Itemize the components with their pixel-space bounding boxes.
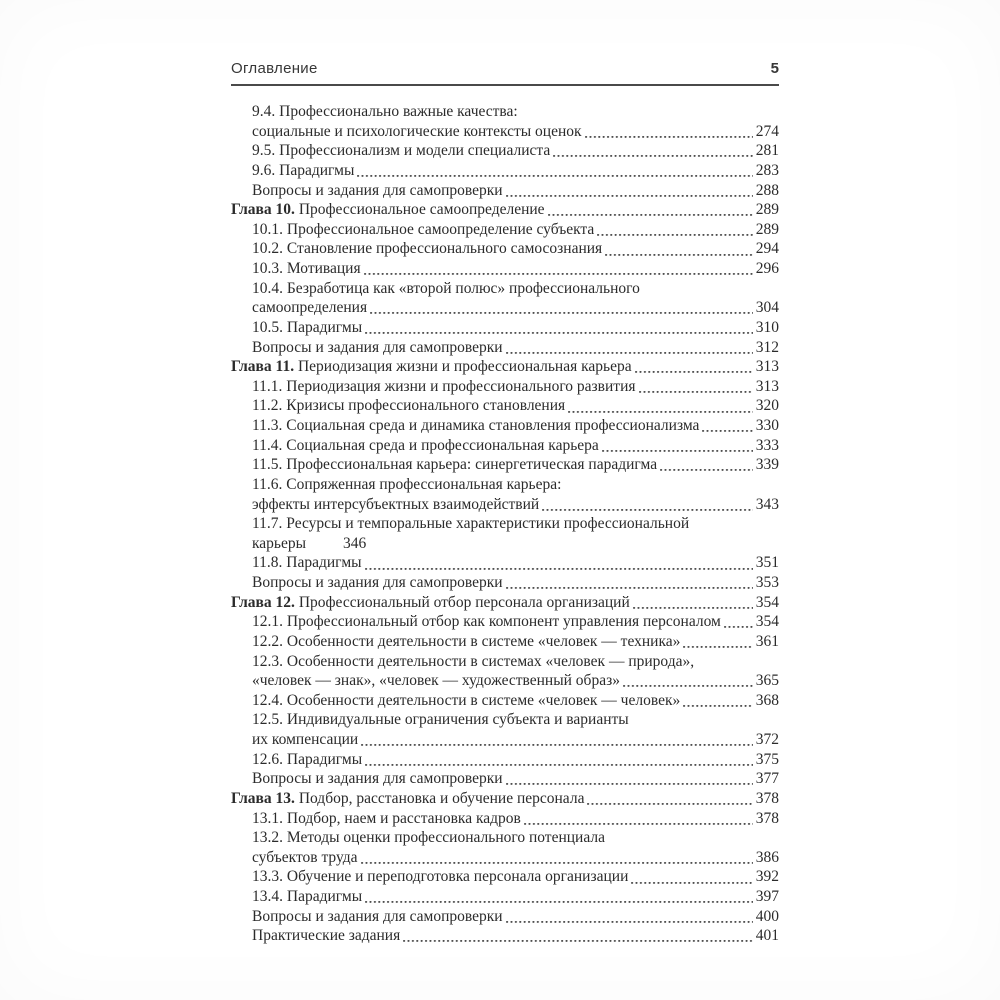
toc-dot-leader — [702, 416, 752, 436]
toc-page-number: 346 — [343, 534, 367, 552]
toc-dot-leader — [597, 220, 752, 240]
toc-entry-text: карьеры — [252, 534, 307, 552]
toc-row — [231, 475, 779, 495]
toc-page-number: 354 — [755, 613, 779, 631]
toc-dot-leader — [635, 357, 753, 377]
toc-entry-text: Вопросы и задания для самопроверки — [252, 574, 503, 591]
toc-entry-text: 11.7. Ресурсы и темпоральные характеристики профессиональной — [252, 515, 690, 533]
toc-dot-leader — [506, 907, 753, 927]
toc-row — [231, 338, 779, 358]
toc-row — [231, 730, 779, 750]
toc-chapter-label: Глава 11. — [231, 358, 295, 376]
toc-entry-text: 13.3. Обучение и переподготовка персонала организации — [252, 868, 629, 886]
toc-row — [231, 887, 779, 907]
toc-page-number: 274 — [755, 122, 779, 140]
toc-page-number: 375 — [755, 750, 779, 768]
toc-row — [231, 632, 779, 652]
toc-page-number: 283 — [755, 161, 779, 179]
toc-chapter-row — [231, 593, 779, 613]
toc-dot-leader — [568, 396, 753, 416]
toc-chapter-label: Глава 12. — [231, 593, 295, 611]
toc-page-number: 351 — [755, 554, 779, 572]
toc-row — [231, 710, 779, 730]
toc-entry-text: 11.2. Кризисы профессионального становления — [252, 397, 566, 415]
toc-dot-leader — [365, 553, 753, 573]
toc-entry-text: 13.4. Парадигмы — [252, 888, 363, 905]
toc-page-number: 330 — [755, 417, 779, 434]
toc-dot-leader — [365, 887, 753, 907]
toc-row — [231, 848, 779, 868]
toc-row — [231, 926, 779, 946]
toc-row — [231, 220, 779, 240]
toc-page-number: 312 — [755, 338, 779, 356]
toc-entry-text: 9.4. Профессионально важные качества: — [252, 103, 518, 120]
toc-entry-text: 11.3. Социальная среда и динамика становления профессионализма — [252, 417, 700, 434]
toc-row — [231, 573, 779, 593]
toc-entry-text: субъектов труда — [252, 848, 358, 866]
toc-entry-text: 11.5. Профессиональная карьера: синергетическая парадигма — [252, 456, 658, 474]
toc-page-number: 372 — [755, 731, 779, 748]
toc-entry-text: 13.2. Методы оценки профессионального потенциала — [252, 829, 605, 847]
toc-dot-leader — [506, 573, 753, 593]
toc-entry-text: 12.1. Профессиональный отбор как компонент управления персоналом — [252, 613, 721, 631]
toc-row — [231, 239, 779, 259]
toc-dot-leader — [639, 377, 753, 397]
toc-page-number: 386 — [755, 848, 779, 866]
toc-page-number: 333 — [755, 436, 779, 454]
toc-dot-leader — [585, 122, 753, 142]
toc-entry-text: 9.5. Профессионализм и модели специалиста — [252, 142, 551, 160]
toc-entry-text: 11.8. Парадигмы — [252, 554, 362, 572]
toc-entry-text: «человек — знак», «человек — художественный образ» — [252, 672, 620, 690]
toc-dot-leader — [542, 495, 753, 515]
toc-row — [231, 318, 779, 338]
toc-entry-text: Практические задания — [252, 927, 401, 945]
toc-page-number: 354 — [755, 593, 779, 611]
toc-dot-leader — [506, 769, 753, 789]
toc-page-number: 401 — [755, 927, 779, 945]
toc-row — [231, 436, 779, 456]
toc-dot-leader — [660, 455, 753, 475]
toc-page-number: 339 — [755, 456, 779, 474]
toc-entry-text: 11.4. Социальная среда и профессиональная карьера — [252, 436, 599, 454]
toc-dot-leader — [553, 141, 753, 161]
toc-dot-leader — [361, 848, 753, 868]
toc-page-number: 368 — [755, 691, 779, 709]
toc-row — [231, 612, 779, 632]
toc-row — [231, 377, 779, 397]
toc-row — [231, 769, 779, 789]
page-content — [231, 60, 779, 946]
toc-row — [231, 867, 779, 887]
toc-page-number: 289 — [755, 220, 779, 238]
toc-dot-leader — [524, 809, 753, 829]
toc-chapter-row — [231, 357, 779, 377]
toc-page-number: 281 — [755, 142, 779, 160]
toc-row — [231, 495, 779, 515]
toc-page-number: 365 — [755, 672, 779, 690]
toc-entry-text: Вопросы и задания для самопроверки — [252, 770, 503, 788]
toc-entry-text: Профессиональное самоопределение — [294, 201, 545, 219]
toc-page-number: 377 — [755, 770, 779, 788]
toc-row — [231, 671, 779, 691]
toc-dot-leader — [587, 789, 752, 809]
toc-dot-leader — [605, 239, 753, 259]
toc-page-number: 353 — [755, 574, 779, 591]
toc-chapter-row — [231, 200, 779, 220]
toc-entry-text: 10.1. Профессиональное самоопределение субъекта — [252, 220, 595, 238]
toc-entry-text: 12.2. Особенности деятельности в системе «человек — техника» — [252, 632, 681, 650]
toc-entry-text: 10.4. Безработица как «второй полюс» профессионального — [252, 279, 640, 297]
toc-header — [231, 60, 779, 86]
toc-dot-leader — [364, 259, 753, 279]
toc-dot-leader — [548, 200, 753, 220]
toc-dot-leader — [631, 867, 752, 887]
toc-dot-leader — [365, 318, 753, 338]
toc-entry-text: Вопросы и задания для самопроверки — [252, 907, 503, 925]
toc-page-number: 378 — [755, 789, 779, 807]
toc-entry-text: 12.5. Индивидуальные ограничения субъекта и варианты — [252, 711, 629, 729]
toc-row — [231, 259, 779, 279]
toc-dot-leader — [724, 612, 753, 632]
toc-entry-text: социальные и психологические контексты оценок — [252, 122, 582, 140]
toc-dot-leader — [633, 593, 753, 613]
toc-row — [231, 181, 779, 201]
toc-page-number: 343 — [755, 495, 779, 513]
toc-entry-text: Вопросы и задания для самопроверки — [252, 181, 503, 199]
toc-page-number: 361 — [755, 632, 779, 650]
toc-row — [231, 141, 779, 161]
page-header-title: Оглавление — [231, 60, 318, 77]
page-number: 5 — [770, 60, 779, 77]
toc-row — [231, 809, 779, 829]
toc-row — [231, 828, 779, 848]
toc-entry-text: Периодизация жизни и профессиональная карьера — [294, 358, 632, 376]
toc-page-number: 313 — [755, 358, 779, 376]
toc-page-number: 397 — [755, 888, 779, 905]
toc-entry-text: 10.2. Становление профессионального самосознания — [252, 240, 603, 258]
toc-page-number: 400 — [755, 907, 779, 925]
toc-entry-text: Вопросы и задания для самопроверки — [252, 338, 503, 356]
toc-row — [231, 122, 779, 142]
toc-dot-leader — [370, 298, 753, 318]
toc-dot-leader — [357, 161, 752, 181]
toc-entry-text: их компенсации — [252, 731, 359, 748]
toc-row — [231, 416, 779, 436]
toc-page-number: 304 — [755, 299, 779, 317]
toc-dot-leader — [602, 436, 753, 456]
toc-chapter-label: Глава 13. — [231, 789, 295, 807]
toc-page-number: 378 — [755, 809, 779, 827]
toc-row — [231, 750, 779, 770]
toc-entry-text: 12.4. Особенности деятельности в системе «человек — человек» — [252, 691, 681, 709]
toc-dot-leader — [506, 181, 753, 201]
toc-chapter-row — [231, 789, 779, 809]
toc-entry-text: 10.5. Парадигмы — [252, 318, 363, 336]
toc-row — [231, 279, 779, 299]
toc-dot-leader — [683, 632, 752, 652]
toc-dot-leader — [403, 926, 753, 946]
toc-page-number: 296 — [755, 260, 779, 277]
toc-row — [231, 298, 779, 318]
toc-entry-text: 10.3. Мотивация — [252, 260, 361, 277]
toc-page-number: 310 — [755, 318, 779, 336]
toc-row — [231, 553, 779, 573]
toc-row — [231, 161, 779, 181]
toc-page-number: 288 — [755, 181, 779, 199]
toc-entry-text: Профессиональный отбор персонала организаций — [294, 593, 630, 611]
toc-page-number: 313 — [755, 377, 779, 395]
toc-dot-leader — [683, 691, 753, 711]
toc-list — [231, 102, 779, 946]
toc-page-number: 392 — [755, 868, 779, 886]
toc-entry-text: эффекты интерсубъектных взаимодействий — [252, 495, 540, 513]
toc-entry-text: 13.1. Подбор, наем и расстановка кадров — [252, 809, 521, 827]
toc-dot-leader — [623, 671, 753, 691]
toc-row — [231, 652, 779, 672]
toc-row — [231, 907, 779, 927]
toc-chapter-label: Глава 10. — [231, 201, 295, 219]
toc-page-number: 289 — [755, 201, 779, 219]
toc-row — [231, 514, 779, 534]
toc-row — [231, 102, 779, 122]
toc-dot-leader — [361, 730, 753, 750]
toc-row — [231, 396, 779, 416]
toc-dot-leader — [365, 750, 753, 770]
toc-entry-text: 11.6. Сопряженная профессиональная карьера: — [252, 475, 562, 493]
toc-entry-text: Подбор, расстановка и обучение персонала — [294, 789, 585, 807]
toc-entry-text: 12.6. Парадигмы — [252, 750, 363, 768]
toc-entry-text: 9.6. Парадигмы — [252, 161, 355, 179]
toc-dot-leader — [506, 338, 753, 358]
toc-entry-text: самоопределения — [252, 299, 368, 317]
toc-row — [231, 534, 779, 554]
toc-row — [231, 455, 779, 475]
toc-entry-text: 11.1. Периодизация жизни и профессионального развития — [252, 377, 636, 395]
toc-page-number: 320 — [755, 397, 779, 415]
toc-entry-text: 12.3. Особенности деятельности в системах «человек — природа», — [252, 652, 695, 670]
toc-row — [231, 691, 779, 711]
toc-page-number: 294 — [755, 240, 779, 258]
